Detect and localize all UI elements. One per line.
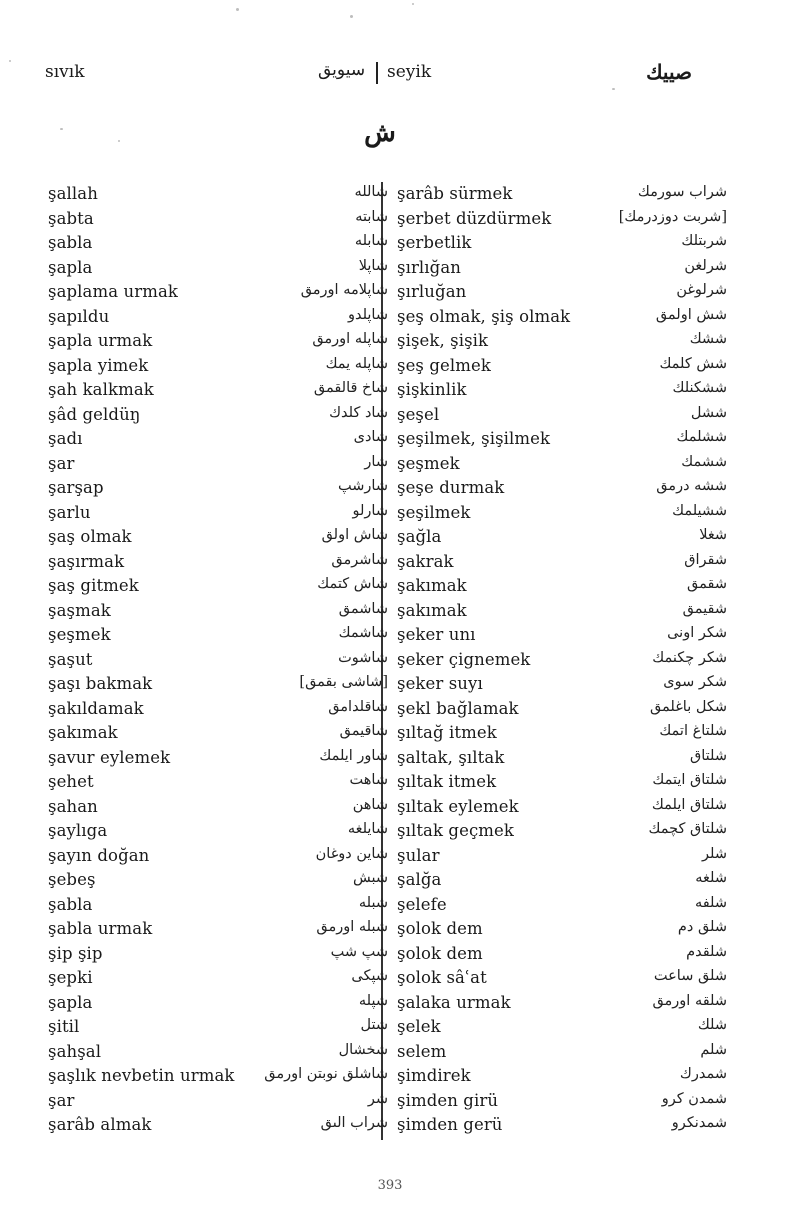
- turkish-term: şerbetlik: [397, 233, 472, 252]
- entry-row: [397, 895, 727, 920]
- entry-row: [48, 944, 388, 969]
- page-number: 393: [377, 1178, 403, 1193]
- entry-row: [48, 650, 388, 675]
- turkish-term: şadı: [48, 429, 83, 448]
- entry-row: [48, 209, 388, 234]
- arabic-script: ششك: [689, 331, 727, 347]
- turkish-term: şip şip: [48, 943, 103, 963]
- arabic-script: شپكى: [351, 968, 388, 984]
- turkish-term: şabta: [48, 208, 94, 228]
- turkish-term: şolok dem: [397, 943, 483, 963]
- arabic-script: شارشپ: [338, 478, 388, 494]
- print-speck: [412, 3, 414, 5]
- entry-row: [397, 503, 727, 528]
- turkish-term: şakımak: [397, 600, 467, 620]
- turkish-term: şimden girü: [397, 1090, 499, 1110]
- turkish-term: şeşilmek: [397, 502, 471, 522]
- print-speck: [60, 128, 63, 130]
- turkish-term: şaplama urmak: [48, 282, 179, 301]
- turkish-term: şabla urmak: [48, 919, 153, 938]
- turkish-term: şalğa: [397, 870, 442, 889]
- arabic-script: شلتاق ايلمك: [651, 796, 727, 813]
- turkish-term: şaşırmak: [48, 551, 125, 571]
- turkish-term: şişek, şişik: [397, 331, 489, 350]
- arabic-script: شبله: [358, 894, 388, 911]
- entry-row: [48, 307, 388, 332]
- turkish-term: şarâb sürmek: [397, 184, 513, 203]
- entry-row: [48, 699, 388, 724]
- arabic-script: شاشوت: [338, 649, 388, 666]
- arabic-script: شپ شپ: [330, 943, 388, 960]
- turkish-term: şabla: [48, 894, 93, 914]
- turkish-term: şâd geldüŋ: [48, 404, 141, 424]
- turkish-term: şaş gitmek: [48, 576, 139, 595]
- turkish-term: şimdirek: [397, 1066, 471, 1085]
- arabic-script: شمدنكرو: [671, 1115, 727, 1131]
- entry-row: [48, 625, 388, 650]
- turkish-term: şeşe durmak: [397, 478, 505, 497]
- entry-row: [397, 870, 727, 895]
- arabic-script: شاپله يمك: [325, 355, 388, 372]
- turkish-term: şeker suyı: [397, 674, 483, 693]
- turkish-term: şah kalkmak: [48, 380, 154, 399]
- entry-row: [397, 209, 727, 234]
- arabic-script: شمدن كرو: [661, 1090, 727, 1107]
- arabic-script: شغلا: [699, 527, 727, 543]
- turkish-term: şişkinlik: [397, 380, 467, 399]
- entry-row: [48, 380, 388, 405]
- print-speck: [350, 15, 353, 18]
- arabic-script: شلقدم: [686, 943, 727, 960]
- turkish-term: şolok dem: [397, 919, 483, 938]
- print-speck: [9, 60, 11, 62]
- entry-row: [397, 1115, 727, 1140]
- turkish-term: şapıldu: [48, 306, 110, 326]
- arabic-script: شايلغه: [347, 821, 388, 837]
- turkish-term: şıltağ itmek: [397, 723, 497, 742]
- arabic-script: شقراق: [684, 551, 727, 568]
- entry-row: [48, 258, 388, 283]
- arabic-script: شكر سوى: [663, 674, 727, 690]
- entry-row: [48, 356, 388, 381]
- entry-row: [397, 674, 727, 699]
- arabic-script: شاين دوغان: [315, 845, 388, 862]
- turkish-term: şayın doğan: [48, 845, 150, 865]
- section-letter: ش: [364, 118, 396, 148]
- turkish-term: şahşal: [48, 1041, 102, 1061]
- entry-row: [397, 625, 727, 650]
- entry-row: [48, 503, 388, 528]
- arabic-script: شاش اولق: [321, 527, 388, 543]
- arabic-script: شلقه اورمق: [652, 992, 727, 1009]
- entry-row: [48, 846, 388, 871]
- entry-row: [397, 968, 727, 993]
- turkish-term: şepki: [48, 968, 93, 987]
- turkish-term: şaş olmak: [48, 527, 132, 546]
- arabic-script: شر: [367, 1090, 388, 1107]
- arabic-script: شاشمق: [338, 600, 388, 617]
- arabic-script: شلم: [700, 1041, 727, 1058]
- entry-row: [48, 184, 388, 209]
- entry-row: [397, 233, 727, 258]
- turkish-term: şelefe: [397, 894, 447, 914]
- turkish-term: şekl bağlamak: [397, 698, 519, 718]
- turkish-term: şıltak eylemek: [397, 796, 519, 816]
- arabic-script: شاهن: [352, 796, 388, 813]
- turkish-term: şaşı bakmak: [48, 674, 153, 693]
- entry-row: [397, 1017, 727, 1042]
- header-center-turkish: seyik: [387, 62, 432, 82]
- turkish-term: şar: [48, 1090, 75, 1110]
- arabic-script: شقمق: [687, 576, 727, 592]
- turkish-term: şarşap: [48, 478, 104, 497]
- turkish-term: şeşmek: [397, 453, 460, 473]
- arabic-script: شمدرك: [679, 1066, 727, 1082]
- left-column: [48, 184, 388, 1140]
- entry-row: [48, 723, 388, 748]
- entry-row: [397, 699, 727, 724]
- arabic-script: [شربت دوزدرمك]: [618, 208, 727, 225]
- turkish-term: şar: [48, 453, 75, 473]
- arabic-script: شلر: [702, 845, 727, 862]
- arabic-script: شاپلامه اورمق: [300, 282, 388, 298]
- turkish-term: şallah: [48, 184, 98, 203]
- print-speck: [236, 8, 239, 11]
- arabic-script: شار: [364, 453, 388, 470]
- turkish-term: şeşmek: [48, 625, 111, 644]
- entry-row: [48, 748, 388, 773]
- turkish-term: şavur eylemek: [48, 747, 171, 767]
- arabic-script: شاشلق نوبتن اورمق: [264, 1066, 388, 1082]
- entry-row: [48, 993, 388, 1018]
- turkish-term: şapla yimek: [48, 355, 149, 375]
- entry-row: [397, 1066, 727, 1091]
- entry-row: [397, 454, 727, 479]
- turkish-term: şeşel: [397, 404, 440, 424]
- arabic-script: شلتاق كچمك: [648, 821, 727, 837]
- arabic-script: شابله: [354, 233, 388, 249]
- entry-row: [48, 1115, 388, 1140]
- turkish-term: şimden gerü: [397, 1115, 503, 1134]
- arabic-script: شپله: [358, 992, 388, 1009]
- entry-row: [397, 919, 727, 944]
- arabic-script: شاد كلدك: [329, 404, 388, 421]
- turkish-term: şalaka urmak: [397, 992, 511, 1012]
- entry-row: [397, 821, 727, 846]
- arabic-script: ششكنلك: [672, 380, 727, 396]
- arabic-script: ششمك: [681, 453, 727, 470]
- header-first-entry: sıvık: [45, 62, 85, 82]
- entry-row: [48, 919, 388, 944]
- entry-row: [397, 184, 727, 209]
- turkish-term: şarlu: [48, 502, 91, 522]
- turkish-term: şıltak geçmek: [397, 821, 515, 840]
- arabic-script: شابته: [355, 208, 388, 225]
- entry-row: [48, 429, 388, 454]
- arabic-script: ششلمك: [676, 429, 727, 445]
- header-last-entry-arabic: صييك: [646, 60, 692, 84]
- arabic-script: شراب الىق: [320, 1115, 388, 1131]
- arabic-script: شلتاق: [690, 747, 727, 764]
- entry-row: [48, 968, 388, 993]
- turkish-term: şaltak, şıltak: [397, 747, 505, 767]
- entry-row: [48, 331, 388, 356]
- turkish-term: şapla: [48, 992, 93, 1012]
- entry-row: [48, 870, 388, 895]
- turkish-term: şıltak itmek: [397, 772, 497, 791]
- entry-row: [397, 331, 727, 356]
- turkish-term: şeşilmek, şişilmek: [397, 429, 551, 448]
- arabic-script: شربتلك: [681, 233, 727, 249]
- arabic-script: شلتاغ اتمك: [659, 723, 727, 739]
- arabic-script: شاپلدو: [347, 306, 388, 323]
- entry-row: [397, 650, 727, 675]
- entry-row: [48, 601, 388, 626]
- arabic-script: ششل: [690, 404, 727, 421]
- arabic-script: شالله: [354, 184, 388, 200]
- entry-row: [48, 895, 388, 920]
- entry-row: [397, 356, 727, 381]
- entry-row: [397, 797, 727, 822]
- arabic-script: شكل باغلمق: [649, 698, 727, 715]
- header-center-arabic: سيويق: [318, 60, 366, 80]
- entry-row: [48, 405, 388, 430]
- arabic-script: شبله اورمق: [316, 919, 388, 935]
- arabic-script: شخشال: [338, 1041, 388, 1058]
- entry-row: [48, 454, 388, 479]
- print-speck: [612, 88, 615, 90]
- turkish-term: şaşut: [48, 649, 93, 669]
- entry-row: [397, 1042, 727, 1067]
- entry-row: [48, 1017, 388, 1042]
- entry-row: [48, 674, 388, 699]
- arabic-script: شلق ساعت: [653, 968, 727, 984]
- entry-row: [48, 1066, 388, 1091]
- entry-row: [397, 944, 727, 969]
- entry-row: [397, 429, 727, 454]
- arabic-script: [شاشى بقمق]: [299, 674, 388, 690]
- print-speck: [118, 140, 120, 142]
- turkish-term: şerbet düzdürmek: [397, 208, 552, 228]
- turkish-term: selem: [397, 1041, 447, 1061]
- arabic-script: شبش: [352, 870, 388, 886]
- turkish-term: şabla: [48, 233, 93, 252]
- entry-row: [397, 723, 727, 748]
- entry-row: [48, 1091, 388, 1116]
- entry-row: [48, 772, 388, 797]
- turkish-term: şeş olmak, şiş olmak: [397, 306, 571, 326]
- arabic-script: شتل: [360, 1017, 388, 1033]
- arabic-script: شلغه: [695, 870, 727, 886]
- turkish-term: şırlığan: [397, 257, 462, 277]
- arabic-script: شش اولمق: [655, 306, 727, 323]
- turkish-term: şolok sâʿat: [397, 968, 487, 987]
- entry-row: [397, 748, 727, 773]
- turkish-term: şarâb almak: [48, 1115, 152, 1134]
- entry-row: [397, 258, 727, 283]
- entry-row: [397, 552, 727, 577]
- right-column: [397, 184, 727, 1140]
- turkish-term: şağla: [397, 527, 442, 546]
- arabic-script: ششيلمك: [672, 502, 727, 519]
- arabic-script: شكر اونى: [667, 625, 727, 641]
- arabic-script: شقيمق: [682, 600, 727, 617]
- turkish-term: şakımak: [48, 723, 118, 742]
- entry-row: [48, 478, 388, 503]
- entry-row: [48, 821, 388, 846]
- arabic-script: شادى: [353, 429, 388, 445]
- arabic-script: شاقيمق: [339, 723, 388, 739]
- entry-row: [397, 405, 727, 430]
- entry-row: [48, 1042, 388, 1067]
- turkish-term: şeker çignemek: [397, 649, 531, 669]
- arabic-script: شرلغن: [684, 257, 727, 274]
- entry-row: [48, 576, 388, 601]
- turkish-term: şitil: [48, 1017, 80, 1036]
- turkish-term: şehet: [48, 772, 94, 791]
- turkish-term: şeş gelmek: [397, 355, 491, 375]
- entry-row: [397, 527, 727, 552]
- entry-row: [397, 380, 727, 405]
- entry-row: [48, 797, 388, 822]
- turkish-term: şahan: [48, 796, 98, 816]
- turkish-term: şebeş: [48, 870, 96, 889]
- turkish-term: şelek: [397, 1017, 441, 1036]
- turkish-term: şapla urmak: [48, 331, 153, 350]
- entry-row: [397, 993, 727, 1018]
- arabic-script: شلق دم: [677, 919, 727, 935]
- turkish-term: şeker unı: [397, 625, 476, 644]
- entry-row: [397, 772, 727, 797]
- turkish-term: şapla: [48, 257, 93, 277]
- arabic-script: شلتاق ايتمك: [652, 772, 727, 788]
- turkish-term: şakımak: [397, 576, 467, 595]
- entry-row: [397, 576, 727, 601]
- entry-row: [397, 1091, 727, 1116]
- arabic-script: شلك: [697, 1017, 727, 1033]
- entry-row: [48, 282, 388, 307]
- arabic-script: شاش كتمك: [317, 576, 388, 592]
- entry-row: [397, 478, 727, 503]
- arabic-script: شاخ قالقمق: [313, 380, 388, 396]
- arabic-script: شش كلمك: [659, 355, 727, 372]
- arabic-script: شارلو: [352, 502, 388, 519]
- turkish-term: şaşmak: [48, 600, 111, 620]
- entry-row: [48, 527, 388, 552]
- arabic-script: شلفه: [694, 894, 727, 911]
- entry-row: [397, 846, 727, 871]
- turkish-term: şular: [397, 845, 440, 865]
- entry-row: [397, 282, 727, 307]
- arabic-script: شاقلدامق: [328, 698, 388, 715]
- arabic-script: شراب سورمك: [637, 184, 727, 200]
- entry-row: [48, 233, 388, 258]
- turkish-term: şaşlık nevbetin urmak: [48, 1066, 235, 1085]
- header-separator: [376, 62, 378, 84]
- arabic-script: شرلوغن: [676, 282, 727, 298]
- turkish-term: şırluğan: [397, 282, 467, 301]
- arabic-script: شاشرمق: [331, 551, 388, 568]
- turkish-term: şakıldamak: [48, 698, 144, 718]
- entry-row: [48, 552, 388, 577]
- arabic-script: شاپلا: [358, 257, 388, 274]
- arabic-script: شاپله اورمق: [312, 331, 388, 347]
- arabic-script: شاور ايلمك: [319, 747, 388, 764]
- turkish-term: şakrak: [397, 551, 454, 571]
- entry-row: [397, 307, 727, 332]
- arabic-script: شاهت: [349, 772, 388, 788]
- turkish-term: şaylıga: [48, 821, 108, 840]
- arabic-script: ششه درمق: [656, 478, 727, 494]
- arabic-script: شكر چكنمك: [652, 649, 727, 666]
- arabic-script: شاشمك: [338, 625, 388, 641]
- entry-row: [397, 601, 727, 626]
